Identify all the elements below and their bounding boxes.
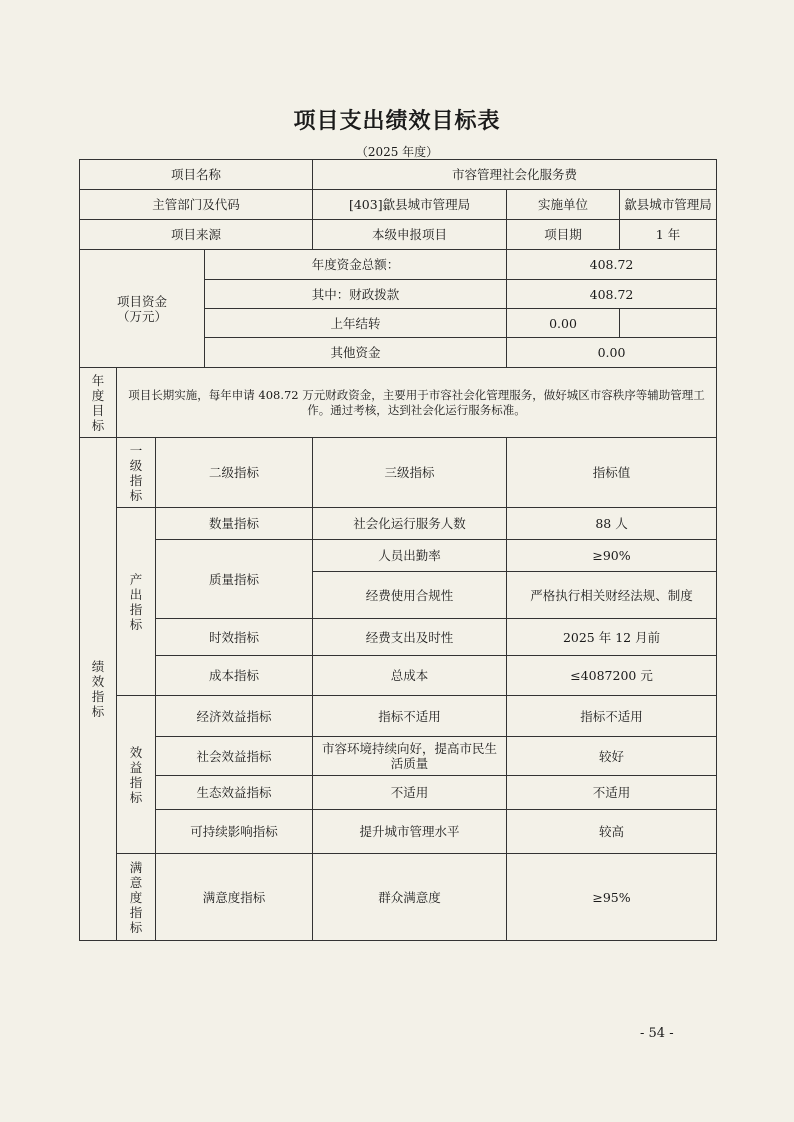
funds-carryover-value: 0.00 [507,309,620,338]
header-level2: 二级指标 [156,438,313,508]
timeliness-value: 2025 年 12 月前 [507,619,717,656]
annual-goal-label-text: 年度目标 [91,372,105,433]
department-value: [403]歙县城市管理局 [313,190,507,220]
social-value: 较好 [507,737,717,776]
quality-level2: 质量指标 [156,540,313,619]
quality-compliance-value: 严格执行相关财经法规、制度 [507,572,717,619]
ecological-level3: 不适用 [313,776,507,810]
economic-level2: 经济效益指标 [156,696,313,737]
year-label: （2025 年度） [355,145,439,159]
row-quality-attendance [80,540,717,572]
funds-other-value: 0.00 [507,338,717,368]
output-indicators-label [117,508,156,696]
funds-carryover-label: 上年结转 [205,309,507,338]
row-annual-goal [80,368,717,438]
social-level3: 市容环境持续向好，提高市民生活质量 [313,737,507,776]
row-ecological [80,776,717,810]
quality-attendance-value: ≥90% [507,540,717,572]
row-project-name [80,160,717,190]
row-indicator-header [80,438,717,508]
funds-total-label: 年度资金总额： [205,250,507,280]
funds-label-text: 项目资金 [116,293,167,309]
page-title: 项目支出绩效目标表 [293,108,501,134]
timeliness-level2: 时效指标 [156,619,313,656]
cost-level2: 成本指标 [156,656,313,696]
cost-level3: 总成本 [313,656,507,696]
sustainable-level3: 提升城市管理水平 [313,810,507,854]
page-number: - 54 - [640,1026,674,1041]
economic-value: 指标不适用 [507,696,717,737]
ecological-value: 不适用 [507,776,717,810]
satisfaction-value: ≥95% [507,854,717,941]
ecological-level2: 生态效益指标 [156,776,313,810]
implementing-unit-value: 歙县城市管理局 [620,190,717,220]
row-social [80,737,717,776]
row-economic [80,696,717,737]
header-level3: 三级指标 [313,438,507,508]
row-cost [80,656,717,696]
row-sustainable [80,810,717,854]
row-satisfaction [80,854,717,941]
cost-value: ≤4087200 元 [507,656,717,696]
project-source-label: 项目来源 [80,220,313,250]
satisfaction-level2: 满意度指标 [156,854,313,941]
quantity-level3: 社会化运行服务人数 [313,508,507,540]
row-source [80,220,717,250]
annual-goal-label [80,368,117,438]
quantity-level2: 数量指标 [156,508,313,540]
performance-indicators-label-text: 绩效指标 [91,659,105,719]
social-level2: 社会效益指标 [156,737,313,776]
satisfaction-level3: 群众满意度 [313,854,507,941]
project-name-value: 市容管理社会化服务费 [313,160,717,190]
benefit-indicators-label-text: 效益指标 [129,744,143,805]
performance-indicators-label [80,438,117,941]
performance-target-table [79,159,717,941]
department-label: 主管部门及代码 [80,190,313,220]
benefit-indicators-label [117,696,156,854]
project-name-label: 项目名称 [80,160,313,190]
output-indicators-label-text: 产出指标 [129,571,143,632]
satisfaction-indicators-label-text: 满意度指标 [129,859,143,935]
project-source-value: 本级申报项目 [313,220,507,250]
funds-carryover-blank [620,309,717,338]
funds-fiscal-value: 408.72 [507,280,717,309]
funds-fiscal-label: 其中：财政拨款 [205,280,507,309]
funds-other-label: 其他资金 [205,338,507,368]
quantity-value: 88 人 [507,508,717,540]
project-period-label: 项目期 [507,220,620,250]
header-level1 [117,438,156,508]
implementing-unit-label: 实施单位 [507,190,620,220]
timeliness-level3: 经费支出及时性 [313,619,507,656]
project-period-value: 1 年 [620,220,717,250]
row-quantity [80,508,717,540]
funds-label [80,250,205,368]
economic-level3: 指标不适用 [313,696,507,737]
satisfaction-indicators-label [117,854,156,941]
row-timeliness [80,619,717,656]
row-funds-total [80,250,717,280]
quality-attendance-level3: 人员出勤率 [313,540,507,572]
row-department [80,190,717,220]
sustainable-level2-text: 可持续影响指标 [190,824,278,839]
funds-unit-text: （万元） [116,308,167,324]
sustainable-level2 [156,810,313,854]
funds-total-value: 408.72 [507,250,717,280]
header-level1-text: 一级指标 [129,442,143,503]
header-value: 指标值 [507,438,717,508]
quality-compliance-level3: 经费使用合规性 [313,572,507,619]
annual-goal-text: 项目长期实施，每年申请 408.72 万元财政资金，主要用于市容社会化管理服务，做好城区市容秩序等辅助管理工作。通过考核，达到社会化运行服务标准。 [117,368,717,438]
sustainable-value: 较高 [507,810,717,854]
